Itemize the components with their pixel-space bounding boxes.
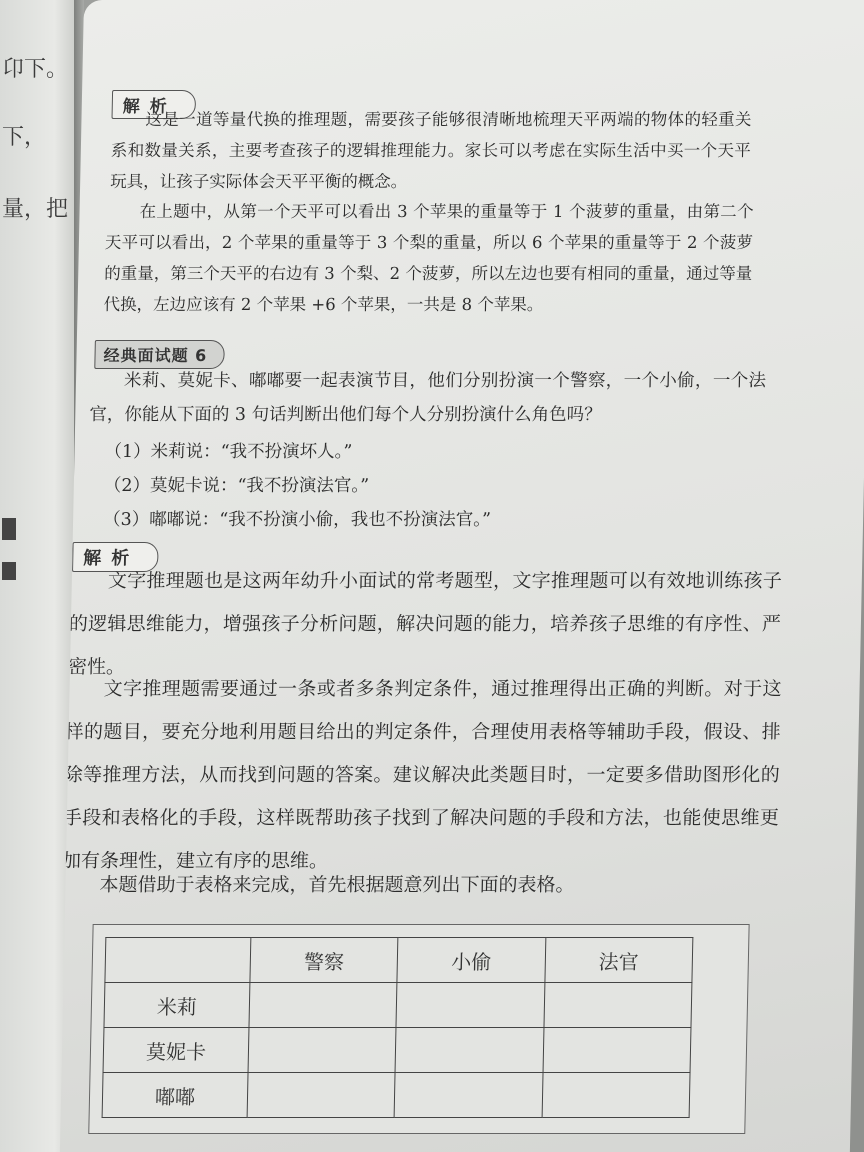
- table-cell: [394, 1073, 542, 1118]
- left-page-fragment: 量，把: [2, 197, 69, 222]
- table-cell: [396, 983, 544, 1028]
- statement-1: （1）米莉说：“我不扮演坏人。”: [104, 442, 353, 462]
- table-header-judge: 法官: [545, 938, 693, 983]
- table-row-label: 米莉: [104, 983, 250, 1028]
- analysis-2-paragraph-1: 文字推理题也是这两年幼升小面试的常考题型，文字推理题可以有效地训练孩子的逻辑思维能力，增强孩子分析问题，解决问题的能力，培养孩子思维的有序性、严密性。: [67, 570, 783, 678]
- table-cell: [542, 1073, 690, 1118]
- analysis-badge-1: 解析: [112, 90, 197, 119]
- analysis-badge-2: 解析: [72, 542, 159, 572]
- table-cell: [543, 1028, 691, 1073]
- table-cell: [247, 1073, 395, 1118]
- table-cell: [395, 1028, 543, 1073]
- analysis-2-paragraph-3: 本题借助于表格来完成，首先根据题意列出下面的表格。: [99, 874, 575, 896]
- question-intro: 米莉、莫妮卡、嘟嘟要一起表演节目，他们分别扮演一个警察，一个小偷，一个法官，你能从下面的 3 句话判断出他们每个人分别扮演什么角色吗？: [89, 371, 767, 425]
- table-cell: [248, 1028, 396, 1073]
- left-page-mark: [2, 562, 16, 580]
- table-row: [104, 983, 692, 1028]
- table-row-label: 嘟嘟: [102, 1073, 248, 1118]
- left-page-fragment: 下，: [2, 125, 47, 150]
- table-row: [103, 1028, 691, 1073]
- table-cell: [544, 983, 692, 1028]
- analysis-2-paragraph-2: 文字推理题需要通过一条或者多条判定条件，通过推理得出正确的判断。对于这样的题目，要充分地利用题目给出的判定条件，合理使用表格等辅助手段，假设、排除等推理方法，从而找到问题的答案。建议解决此类题目时，一定要多借助图形化的手段和表格化的手段，这样既帮助孩子找到了解决问题的手段和方法，也能使思维更加有条理性，建立有序的思维。: [61, 678, 782, 872]
- left-page-fragment: 卬下。: [2, 57, 69, 82]
- statement-2: （2）莫妮卡说：“我不扮演法官。”: [103, 476, 370, 496]
- statement-3: （3）嘟嘟说：“我不扮演小偷，我也不扮演法官。”: [102, 510, 492, 530]
- analysis-1-paragraph-1: 这是一道等量代换的推理题，需要孩子能够很清晰地梳理天平两端的物体的轻重关系和数量关系，主要考查孩子的逻辑推理能力。家长可以考虑在实际生活中买一个天平玩具，让孩子实际体会天平平衡的概念。: [109, 110, 752, 191]
- table-row: [102, 1073, 690, 1118]
- question-badge: 经典面试题 6: [94, 340, 224, 369]
- table-row-label: 莫妮卡: [103, 1028, 249, 1073]
- table-cell: [249, 983, 397, 1028]
- table-header-cell: [105, 938, 251, 983]
- left-page-mark: [2, 518, 16, 540]
- table-header-row: [105, 938, 693, 983]
- table-header-thief: 小偷: [397, 938, 545, 983]
- role-table: [102, 937, 694, 1118]
- analysis-1-paragraph-2: 在上题中，从第一个天平可以看出 3 个苹果的重量等于 1 个菠萝的重量，由第二个天平可以看出，2 个苹果的重量等于 3 个梨的重量，所以 6 个苹果的重量等于 2 个菠萝的重量，第三个天平的右边有 3 个梨、2 个菠萝，所以左边也要有相同的重量，通过等量代换，左边应该有 2 个苹果 +6 个苹果，一共是 8 个苹果。: [103, 202, 754, 314]
- right-page: [60, 0, 864, 1152]
- table-header-police: 警察: [250, 938, 398, 983]
- role-table-frame: [88, 924, 749, 1134]
